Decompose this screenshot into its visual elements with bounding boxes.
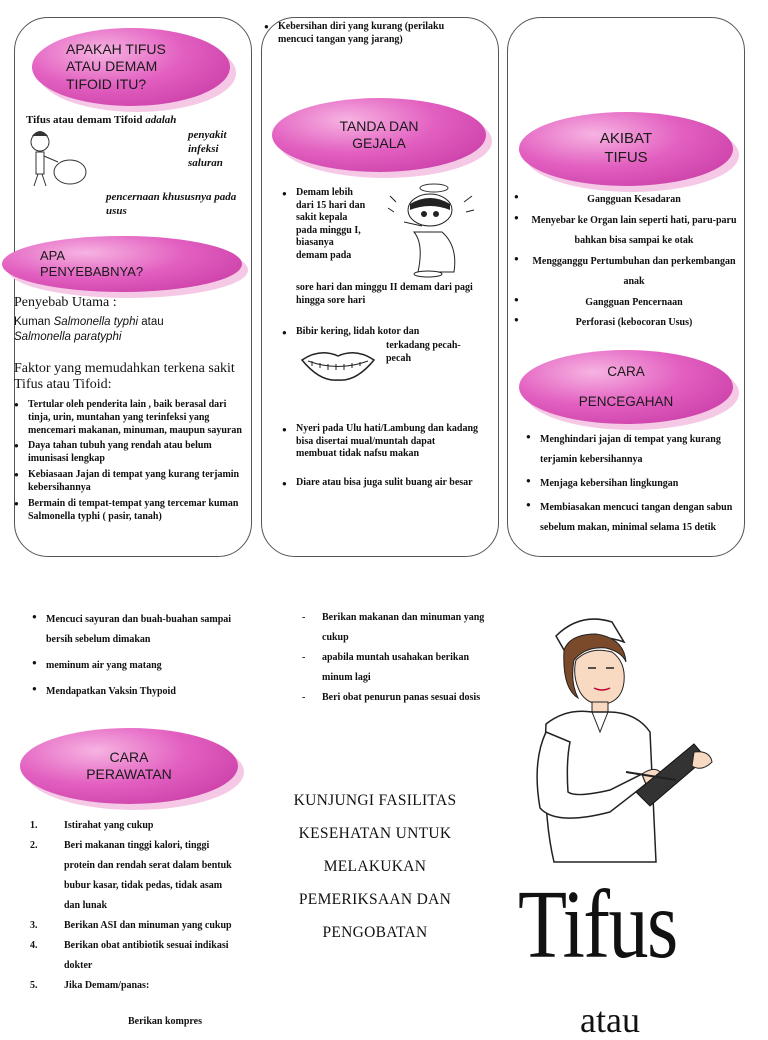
care-item-text: Jika Demam/panas: <box>64 980 150 991</box>
symptom-lips-cont: terkadang pecah-pecah <box>386 340 461 364</box>
factor-item: ● Kebiasaan Jajan di tempat yang kurang terjamin kebersihannya <box>14 468 246 494</box>
definition-lines <box>188 128 227 170</box>
care-sub-item: Berikan kompres <box>128 1016 202 1027</box>
care-item-number: 3. <box>30 920 38 931</box>
cause-salmonella-typhi: Salmonella typhi <box>53 316 139 328</box>
prevention-item: ● Menjaga kebersihan lingkungan <box>526 474 738 494</box>
symptom-fever-cont: sore hari dan minggu II demam dari pagi hingga sore hari <box>296 282 473 306</box>
prevention-list <box>526 430 738 538</box>
care-item-text: Berikan obat antibiotik sesuai indikasi dokter <box>64 940 229 971</box>
top-bullet-list <box>264 20 480 46</box>
definition-term: Tifus atau demam Tifoid <box>26 114 143 126</box>
heading-tanda-gejala: TANDA DAN GEJALA <box>339 117 419 151</box>
factor-item: ● Tertular oleh penderita lain , baik berasal dari tinja, urin, muntahan yang terinfeksi yang mencemari makanan, minuman, maupun sayuran <box>14 398 246 437</box>
effect-item: ● Gangguan Pencernaan <box>514 293 740 314</box>
sick-child-illustration <box>24 126 88 188</box>
prevention-cont-item: ● Mendapatkan Vaksin Thypoid <box>32 682 248 702</box>
care-item <box>30 816 240 836</box>
definition-line-1: penyakit <box>188 129 227 141</box>
hygiene-bullet: ● Kebersihan diri yang kurang (perilaku mencuci tangan yang jarang) <box>264 20 480 46</box>
prevention-item: ● Menghindari jajan di tempat yang kurang terjamin kebersihannya <box>526 430 738 470</box>
fever-care-list <box>300 608 496 708</box>
heading-oval-perawatan <box>20 728 238 804</box>
definition-line-2: infeksi <box>188 143 219 155</box>
symptom-diarrhea: ● Diare atau bisa juga sulit buang air besar <box>282 477 478 490</box>
cause-main: Penyebab Utama : <box>14 295 117 310</box>
care-item <box>30 976 240 996</box>
heading-oval-apakah <box>32 28 230 106</box>
symptom-fever: ● Demam lebih dari 15 hari dan sakit kepala pada minggu I, biasanya demam pada <box>282 187 366 262</box>
care-item-number: 4. <box>30 940 38 951</box>
heading-cara-pencegahan: CARA PENCEGAHAN <box>578 364 674 409</box>
heading-oval-akibat <box>519 112 733 186</box>
factor-title: Faktor yang memudahkan terkena sakit Tifus atau Tifoid: <box>14 361 235 392</box>
definition-adalah: adalah <box>145 114 177 126</box>
cause-kuman: Kuman <box>14 316 51 328</box>
heading-oval-tanda <box>272 98 486 172</box>
effect-item: ● Perforasi (kebocoran Usus) <box>514 313 740 334</box>
prevention-cont-item: ● Mencuci sayuran dan buah-buahan sampai bersih sebelum dimakan <box>32 610 248 650</box>
effect-item: ● Menyebar ke Organ lain seperti hati, paru-paru bahkan bisa sampai ke otak <box>514 211 740 252</box>
cover-subtitle: atau <box>580 1000 640 1040</box>
effect-item: ● Mengganggu Pertumbuhan dan perkembangan anak <box>514 252 740 293</box>
factor-list <box>14 398 246 523</box>
heading-akibat-tifus: AKIBAT TIFUS <box>599 130 653 166</box>
cause-atau: atau <box>141 316 164 328</box>
definition-line-3: saluran <box>188 157 223 169</box>
effect-item: ● Gangguan Kesadaran <box>514 190 740 211</box>
prevention-cont-item: ● meminum air yang matang <box>32 656 248 676</box>
nurse-illustration <box>526 612 716 866</box>
care-item <box>30 916 240 936</box>
care-item-number: 5. <box>30 980 38 991</box>
care-item-text: Berikan ASI dan minuman yang cukup <box>64 920 232 931</box>
heading-oval-pencegahan <box>519 350 733 424</box>
prevention-cont-list <box>32 610 248 702</box>
care-item-text: Beri makanan tinggi kalori, tinggi protein dan rendah serat dalam bentuk bubur kasar, tidak pedas, tidak asam dan lunak <box>64 840 232 911</box>
factor-item: ● Bermain di tempat-tempat yang tercemar kuman Salmonella typhi ( pasir, tanah) <box>14 497 246 523</box>
sick-cartoon-illustration <box>384 182 478 278</box>
fever-care-item: - Berikan makanan dan minuman yang cukup <box>300 608 496 648</box>
care-item-text: Istirahat yang cukup <box>64 820 154 831</box>
heading-apakah-tifus: APAKAH TIFUS ATAU DEMAM TIFOID ITU? <box>66 40 166 92</box>
factor-item: ● Daya tahan tubuh yang rendah atau belum imunisasi lengkap <box>14 439 246 465</box>
visit-facility-callout: KUNJUNGI FASILITAS KESEHATAN UNTUK MELAKUKAN PEMERIKSAAN DAN PENGOBATAN <box>293 792 457 941</box>
heading-cara-perawatan: CARA PERAWATAN <box>86 748 172 782</box>
symptom-lips: ● Bibir kering, lidah kotor dan <box>282 326 448 339</box>
effect-list <box>514 190 740 334</box>
fever-care-item: - apabila muntah usahakan berikan minum lagi <box>300 648 496 688</box>
heading-oval-penyebab <box>2 236 242 292</box>
care-item <box>30 936 240 976</box>
symptom-list-3 <box>282 423 478 489</box>
care-item-number: 2. <box>30 840 38 851</box>
definition-tail: pencernaan khususnya pada usus <box>106 191 237 217</box>
prevention-item: ● Membiasakan mencuci tangan dengan sabun sebelum makan, minimal selama 15 detik <box>526 498 738 538</box>
heading-apa-penyebabnya: APA PENYEBABNYA? <box>40 247 144 279</box>
symptom-list-1 <box>282 187 366 262</box>
dry-lips-illustration <box>300 346 376 382</box>
cause-detail <box>14 315 234 345</box>
cause-salmonella-paratyphi: Salmonella paratyphi <box>14 331 122 343</box>
symptom-stomach: ● Nyeri pada Ulu hati/Lambung dan kadang bisa disertai mual/muntah dapat membuat tidak nafsu makan <box>282 423 478 461</box>
care-item-number: 1. <box>30 820 38 831</box>
cover-title: Tifus <box>518 871 677 979</box>
care-list <box>30 816 240 996</box>
definition-lead <box>26 114 176 126</box>
symptom-list-2 <box>282 326 448 339</box>
care-item <box>30 836 240 916</box>
fever-care-item: - Beri obat penurun panas sesuai dosis <box>300 688 496 708</box>
